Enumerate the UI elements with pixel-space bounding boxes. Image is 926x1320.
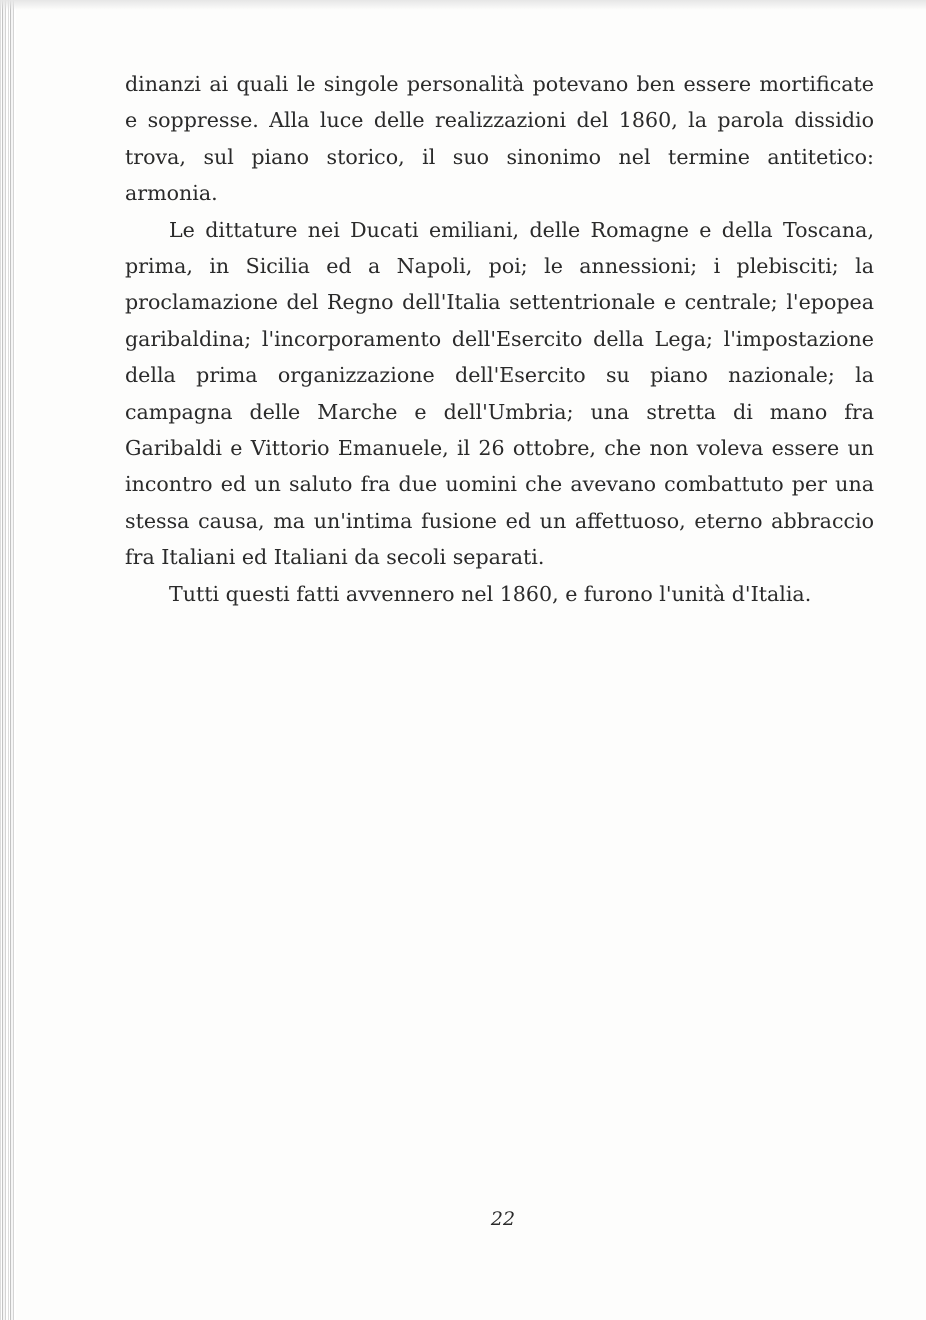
body-text [125, 66, 874, 612]
paragraph-2: Le dittature nei Ducati emiliani, delle Romagne e della Toscana, prima, in Sicilia ed a Napoli, poi; le annessioni; i plebisciti; la proclamazione del Regno dell'Italia settentrionale e centrale; l'epopea garibaldina; l'incorporamento dell'Esercito della Lega; l'impostazione della prima organizzazione dell'Esercito su piano nazionale; la campagna delle Marche e dell'Umbria; una stretta di mano fra Garibaldi e Vittorio Emanuele, il 26 ottobre, che non voleva essere un incontro ed un saluto fra due uomini che avevano combattuto per una stessa causa, ma un'intima fusione ed un affettuoso, eterno abbraccio fra Italiani ed Italiani da secoli separati. [125, 217, 874, 570]
paragraph-3: Tutti questi fatti avvennero nel 1860, e furono l'unità d'Italia. [169, 581, 812, 606]
binding-edge [0, 0, 16, 1320]
page-number: 22 [490, 1208, 516, 1230]
scan-top-shadow [0, 0, 926, 10]
paragraph-1: dinanzi ai quali le singole personalità potevano ben essere mortificate e soppresse. Alla luce delle realizzazioni del 1860, la parola dissidio trova, sul piano storico, il suo sinonimo nel termine antitetico: armonia. [125, 72, 874, 206]
